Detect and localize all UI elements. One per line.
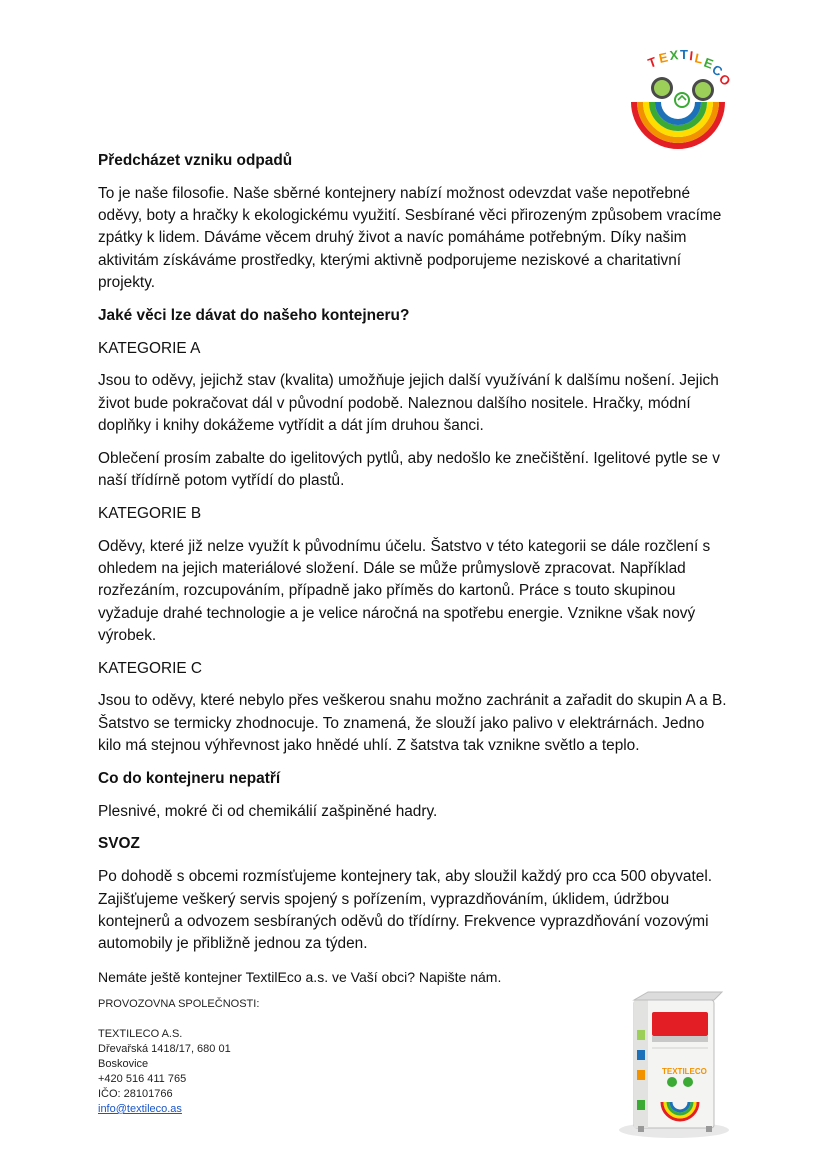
heading-collection: SVOZ — [98, 835, 140, 853]
svg-text:T: T — [680, 47, 688, 62]
svg-text:C: C — [709, 61, 726, 80]
category-c-paragraph: Jsou to oděvy, které nebylo přes veškerou snahu možno zachránit a zařadit do skupin A a B. Šatstvo se termicky zhodnocuje. To znamená, že slouží jako palivo v elektrárnách. Jedno kilo má stejnou výhřevnost jako hnědé uhlí. Z šatstva tak vznikne světlo a teplo. — [98, 692, 727, 755]
call-to-action: Nemáte ještě kontejner TextilEco a.s. ve Vaší obci? Napište nám. — [98, 968, 502, 985]
category-b-title: KATEGORIE B — [98, 504, 202, 522]
svg-text:X: X — [668, 47, 679, 63]
company-name: TEXTILECO A.S. — [98, 1028, 183, 1040]
city: Boskovice — [98, 1058, 149, 1070]
svg-text:I: I — [688, 48, 694, 64]
heading-not-allowed: Co do kontejneru nepatří — [98, 769, 281, 787]
category-a-note: Oblečení prosím zabalte do igelitových pytlů, aby nedošlo ke znečištění. Igelitové pytle se v naší třídírně potom vytřídí do plastů. — [98, 449, 720, 490]
svg-text:O: O — [716, 70, 734, 89]
document-body — [98, 150, 728, 999]
heading-prevent-waste: Předcházet vzniku odpadů — [98, 152, 293, 169]
company-id: IČO: 28101766 — [98, 1088, 173, 1100]
category-c-title: KATEGORIE C — [98, 659, 203, 677]
svg-text:T: T — [645, 54, 659, 71]
company-contact — [98, 997, 259, 1117]
heading-what-to-put: Jaké věci lze dávat do našeho kontejneru? — [98, 306, 410, 324]
collection-paragraph: Po dohodě s obcemi rozmísťujeme kontejnery tak, aby sloužil každý pro cca 500 obyvatel. Zajišťujeme veškerý servis spojený s pořízením, vyprazdňováním, úklidem, údržbou kontejnerů a odvozem sesbíraných oděvů do třídírny. Frekvence vyprazdňování vozovými automobily je přibližně jednou za týden. — [98, 868, 713, 953]
svg-text:TEXTILECO: TEXTILECO — [662, 1067, 707, 1076]
svg-text:L: L — [693, 50, 705, 67]
category-b-paragraph: Oděvy, které již nelze využít k původnímu účelu. Šatstvo v této kategorii se dále rozčlení s ohledem na jejich materiálové složení. Dále se může průmyslově zpracovat. Například rozřezáním, rozcupováním, případně jako příměs do kartonů. Práce s touto skupinou vyžaduje drahé technologie a je velice náročná na spotřebu energie. Vznikne však nový výrobek. — [98, 537, 711, 644]
phone-number: +420 516 411 765 — [98, 1073, 187, 1085]
svg-text:E: E — [657, 49, 670, 66]
philosophy-paragraph: To je naše filosofie. Naše sběrné kontejnery nabízí možnost odevzdat vaše nepotřebné oděvy, boty a hračky k ekologickému využití. Sesbírané věci přirozeným způsobem vracíme zpátky k lidem. Dáváme věcem druhý život a navíc pomáháme potřebným. Díky našim aktivitám získáváme prostředky, kterými aktivně podporujeme neziskové a charitativní projekty. — [98, 184, 722, 291]
office-label: PROVOZOVNA SPOLEČNOSTI: — [98, 998, 260, 1010]
collection-container-image — [612, 990, 732, 1140]
category-a-paragraph: Jsou to oděvy, jejichž stav (kvalita) umožňuje jejich další využívání k dalšímu nošení. Jejich život bude pokračovat dál v původní podobě. Naleznou dalšího nositele. Hračky, módní doplňky i knihy dokážeme vytřídit a dát jím druhou šanci. — [98, 372, 719, 434]
not-allowed-paragraph: Plesnivé, mokré či od chemikálií zašpiněné hadry. — [98, 802, 438, 820]
textileco-logo — [628, 47, 734, 142]
email-link[interactable]: info@textileco.as — [98, 1103, 182, 1115]
svg-text:E: E — [701, 54, 716, 72]
category-a-title: KATEGORIE A — [98, 339, 201, 357]
street-address: Dřevařská 1418/17, 680 01 — [98, 1043, 231, 1055]
